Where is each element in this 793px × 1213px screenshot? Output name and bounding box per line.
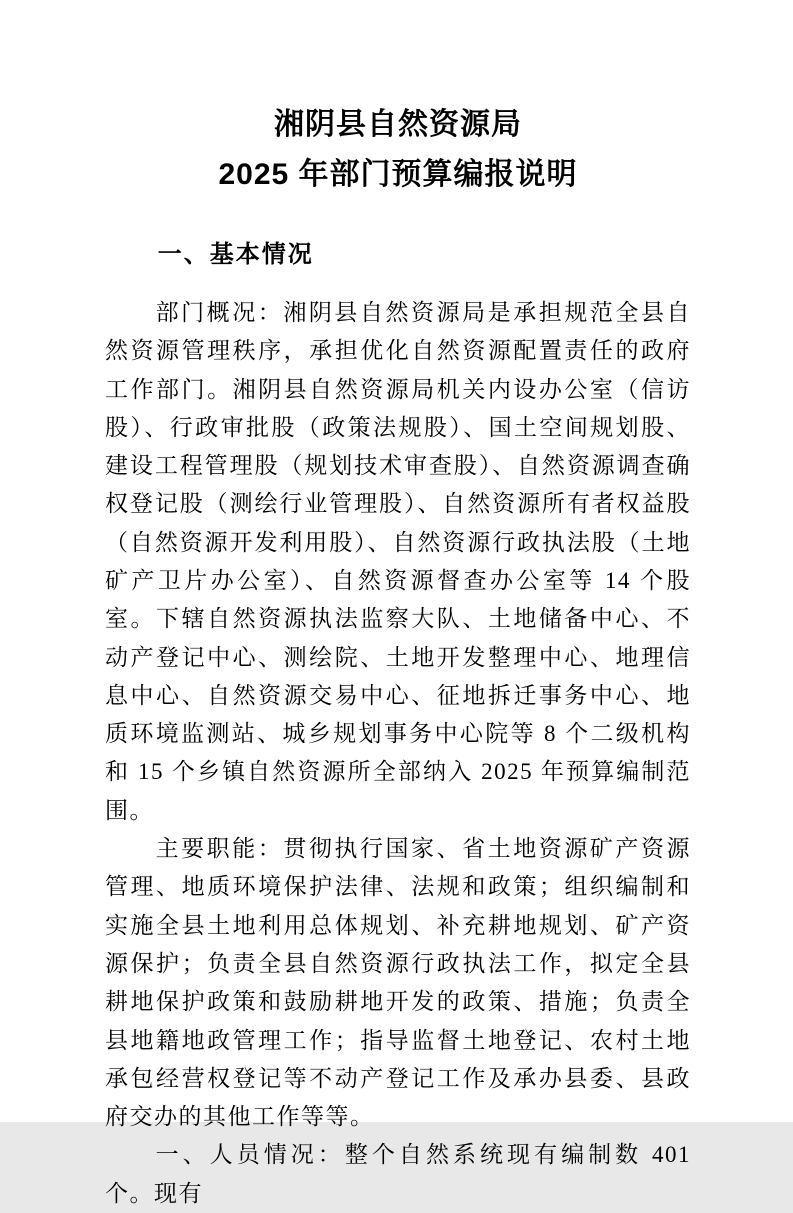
paragraph-main-functions: 主要职能：贯彻执行国家、省土地资源矿产资源管理、地质环境保护法律、法规和政策；组织编制和实施全县土地利用总体规划、补充耕地规划、矿产资源保护；负责全县自然资源行政执法工作，拟定全县耕地保护政策和鼓励耕地开发的政策、措施；负责全县地籍地政管理工作；指导监督土地登记、农村土地承包经营权登记等不动产登记工作及承办县委、县政府交办的其他工作等等。 [105, 836, 691, 1130]
document-body [105, 294, 691, 1213]
document-title-line-1: 湘阴县自然资源局 [274, 108, 522, 141]
document-title-line-2: 2025 年部门预算编报说明 [218, 158, 578, 191]
paragraph-department-overview: 部门概况：湘阴县自然资源局是承担规范全县自然资源管理秩序，承担优化自然资源配置责任的政府工作部门。湘阴县自然资源局机关内设办公室（信访股）、行政审批股（政策法规股）、国土空间规划股、建设工程管理股（规划技术审查股）、自然资源调查确权登记股（测绘行业管理股）、自然资源所有者权益股（自然资源开发利用股）、自然资源行政执法股（土地矿产卫片办公室）、自然资源督查办公室等 14 个股室。下辖自然资源执法监察大队、土地储备中心、不动产登记中心、测绘院、土地开发整理中心、地理信息中心、自然资源交易中心、征地拆迁事务中心、地质环境监测站、城乡规划事务中心院等 8 个二级机构和 15 个乡镇自然资源所全部纳入 2025 年预算编制范围。 [105, 299, 691, 823]
paragraph-personnel-situation: 一、人员情况：整个自然系统现有编制数 401 个。现有 [105, 1142, 691, 1206]
document-title [105, 0, 691, 200]
section-heading-basic-info: 一、基本情况 [157, 241, 314, 268]
